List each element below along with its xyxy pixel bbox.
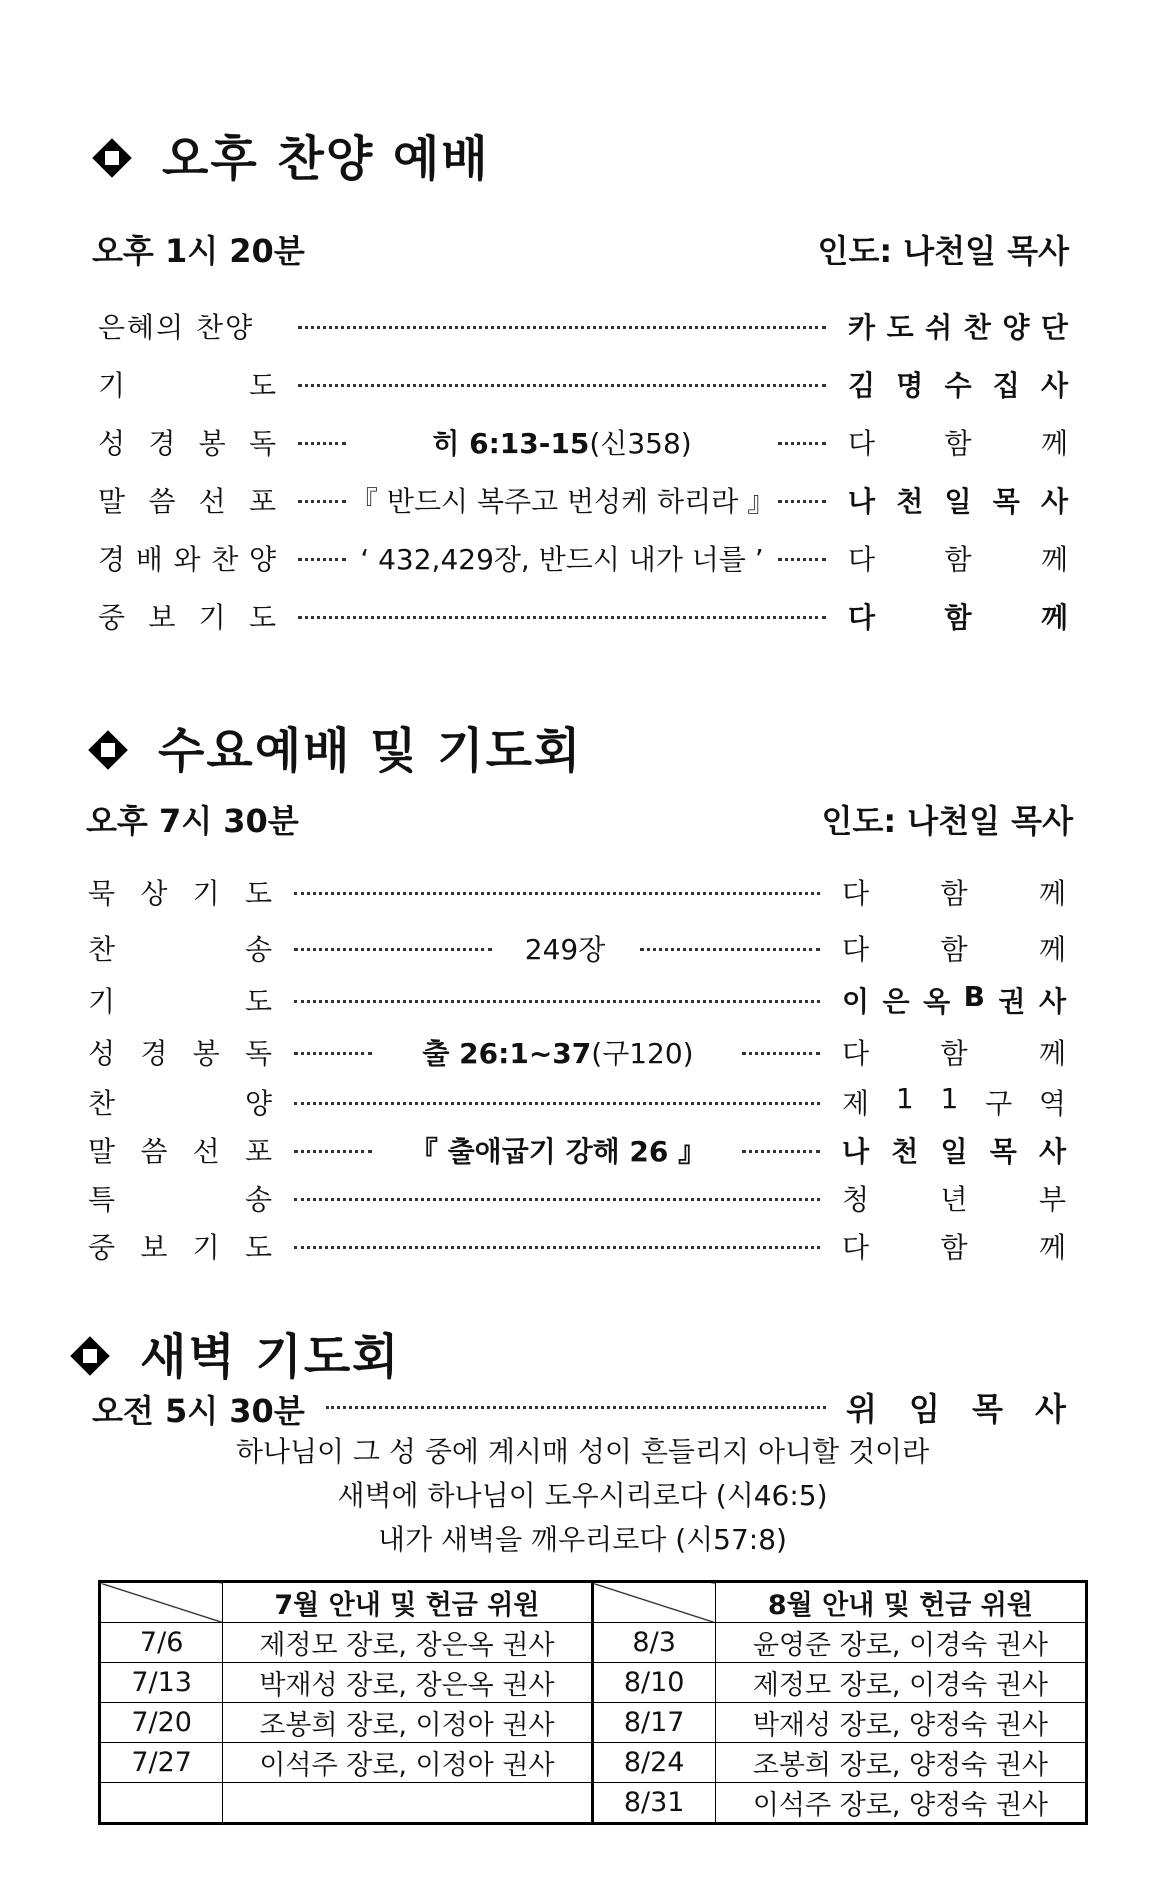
item-officiant: 다 함 께 xyxy=(848,427,1068,460)
service-time: 오후 7시 30분 xyxy=(86,802,299,840)
july-members: 박재성 장로, 장은옥 권사 xyxy=(223,1663,592,1703)
august-members: 조봉희 장로, 양정숙 권사 xyxy=(715,1743,1086,1783)
item-officiant: 다 함 께 xyxy=(842,1231,1066,1264)
august-members: 윤영준 장로, 이경숙 권사 xyxy=(715,1623,1086,1663)
table-row xyxy=(100,1783,1087,1824)
august-date: 8/24 xyxy=(592,1743,715,1783)
section-title-afternoon xyxy=(92,120,490,189)
dot-leader xyxy=(326,1406,826,1409)
dot-leader xyxy=(294,948,492,951)
diagonal-cell xyxy=(592,1582,715,1623)
order-of-service-row xyxy=(0,422,1165,466)
table-row xyxy=(100,1623,1087,1663)
july-date: 7/6 xyxy=(100,1623,223,1663)
item-label: 경 배 와 찬 양 xyxy=(98,543,276,576)
item-label: 찬 양 xyxy=(88,1087,272,1120)
august-date: 8/17 xyxy=(592,1703,715,1743)
item-officiant: 다 함 께 xyxy=(848,543,1068,576)
item-label: 말 씀 선 포 xyxy=(88,1135,272,1168)
july-date xyxy=(100,1783,223,1824)
dot-leader xyxy=(298,616,826,619)
dot-leader xyxy=(294,1102,820,1105)
item-label: 묵 상 기 도 xyxy=(88,877,272,910)
item-label: 기 도 xyxy=(88,985,272,1018)
item-label: 중 보 기 도 xyxy=(98,601,276,634)
item-officiant: 김 명 수 집 사 xyxy=(848,369,1068,402)
item-label: 특 송 xyxy=(88,1183,272,1216)
diagonal-cell xyxy=(100,1582,223,1623)
item-label: 은혜의 찬양 xyxy=(98,311,255,344)
item-officiant: 청 년 부 xyxy=(842,1183,1066,1216)
dot-leader xyxy=(778,500,826,503)
dot-leader xyxy=(298,442,346,445)
august-members: 이석주 장로, 양정숙 권사 xyxy=(715,1783,1086,1824)
july-date: 7/13 xyxy=(100,1663,223,1703)
verse-line-2: 새벽에 하나님이 도우시리로다 (시46:5) xyxy=(337,1479,828,1512)
dot-leader xyxy=(298,500,346,503)
july-header: 7월 안내 및 헌금 위원 xyxy=(223,1582,592,1623)
august-members: 제정모 장로, 이경숙 권사 xyxy=(715,1663,1086,1703)
order-of-service-row xyxy=(0,928,1165,972)
dot-leader xyxy=(742,1150,820,1153)
order-of-service-row xyxy=(0,872,1165,916)
item-officiant: 나 천 일 목 사 xyxy=(842,1135,1066,1168)
item-officiant: 다 함 께 xyxy=(842,1037,1066,1070)
dawn-time: 오전 5시 30분 xyxy=(92,1392,305,1430)
item-detail: ‘ 432,429장, 반드시 내가 너를 ’ xyxy=(360,543,764,576)
august-date: 8/3 xyxy=(592,1623,715,1663)
august-date: 8/31 xyxy=(592,1783,715,1824)
order-of-service-row xyxy=(0,1032,1165,1076)
order-of-service-row xyxy=(0,480,1165,524)
item-label: 기 도 xyxy=(98,369,276,402)
august-members: 박재성 장로, 양정숙 권사 xyxy=(715,1703,1086,1743)
dawn-officiant: 위 임 목 사 xyxy=(846,1390,1066,1428)
order-of-service-row xyxy=(0,596,1165,640)
august-date: 8/10 xyxy=(592,1663,715,1703)
order-of-service-row xyxy=(0,980,1165,1024)
item-officiant: 카 도 쉬 찬 양 단 xyxy=(848,311,1068,344)
dot-leader xyxy=(742,1052,820,1055)
section-title-wednesday xyxy=(88,712,582,781)
section-title-text: 새벽 기도회 xyxy=(140,1329,401,1385)
section-title-text: 오후 찬양 예배 xyxy=(162,131,490,187)
table-row xyxy=(100,1663,1087,1703)
dot-leader xyxy=(294,1000,820,1003)
item-officiant: 이 은 옥 B 권 사 xyxy=(842,980,1066,1018)
item-label: 말 씀 선 포 xyxy=(98,485,276,518)
dot-leader xyxy=(640,948,820,951)
table-row xyxy=(100,1743,1087,1783)
dot-leader xyxy=(294,1150,372,1153)
item-label: 성 경 봉 독 xyxy=(98,427,276,460)
service-leader: 인도: 나천일 목사 xyxy=(817,232,1069,270)
item-officiant: 나 천 일 목 사 xyxy=(848,485,1068,518)
july-members: 조봉희 장로, 이정아 권사 xyxy=(223,1703,592,1743)
table-header-row xyxy=(100,1582,1087,1623)
dot-leader xyxy=(294,1198,820,1201)
service-time: 오후 1시 20분 xyxy=(92,232,305,270)
item-officiant: 다 함 께 xyxy=(842,877,1066,910)
section-title-text: 수요예배 및 기도회 xyxy=(158,723,583,779)
diamond-bullet-icon xyxy=(88,730,128,770)
order-of-service-row xyxy=(0,1226,1165,1270)
usher-offering-roster-table xyxy=(98,1580,1088,1825)
order-of-service-row xyxy=(0,538,1165,582)
july-date: 7/27 xyxy=(100,1743,223,1783)
dot-leader xyxy=(294,892,820,895)
july-members xyxy=(223,1783,592,1824)
service-leader: 인도: 나천일 목사 xyxy=(821,802,1073,840)
order-of-service-row xyxy=(0,306,1165,350)
july-date: 7/20 xyxy=(100,1703,223,1743)
item-detail: 『 반드시 복주고 번성케 하리라 』 xyxy=(350,485,776,518)
dot-leader xyxy=(294,1052,372,1055)
order-of-service-row xyxy=(0,1082,1165,1126)
item-detail: 『 출애굽기 강해 26 』 xyxy=(409,1135,707,1168)
order-of-service-row xyxy=(0,364,1165,408)
item-officiant: 다 함 께 xyxy=(842,933,1066,966)
order-of-service-row xyxy=(0,1130,1165,1174)
item-detail: 출 26:1~37(구120) xyxy=(422,1037,694,1070)
item-detail: 249장 xyxy=(524,933,606,966)
diamond-bullet-icon xyxy=(92,138,132,178)
diamond-bullet-icon xyxy=(70,1336,110,1376)
dot-leader xyxy=(294,1246,820,1249)
dawn-row xyxy=(0,1384,1165,1428)
july-members: 이석주 장로, 이정아 권사 xyxy=(223,1743,592,1783)
item-label: 중 보 기 도 xyxy=(88,1231,272,1264)
august-header: 8월 안내 및 헌금 위원 xyxy=(715,1582,1086,1623)
item-label: 성 경 봉 독 xyxy=(88,1037,272,1070)
section-title-dawn xyxy=(70,1318,401,1387)
dot-leader xyxy=(298,558,346,561)
verse-line-3: 내가 새벽을 깨우리로다 (시57:8) xyxy=(378,1523,787,1556)
item-detail: 히 6:13-15(신358) xyxy=(432,427,692,460)
dot-leader xyxy=(778,558,826,561)
item-officiant: 다 함 께 xyxy=(848,601,1068,634)
july-members: 제정모 장로, 장은옥 권사 xyxy=(223,1623,592,1663)
dot-leader xyxy=(298,326,826,329)
verse-line-1: 하나님이 그 성 중에 계시매 성이 흔들리지 아니할 것이라 xyxy=(235,1435,930,1468)
dot-leader xyxy=(778,442,826,445)
dot-leader xyxy=(298,384,826,387)
order-of-service-row xyxy=(0,1178,1165,1222)
item-label: 찬 송 xyxy=(88,933,272,966)
item-officiant: 제 1 1 구 역 xyxy=(842,1082,1066,1120)
table-row xyxy=(100,1703,1087,1743)
